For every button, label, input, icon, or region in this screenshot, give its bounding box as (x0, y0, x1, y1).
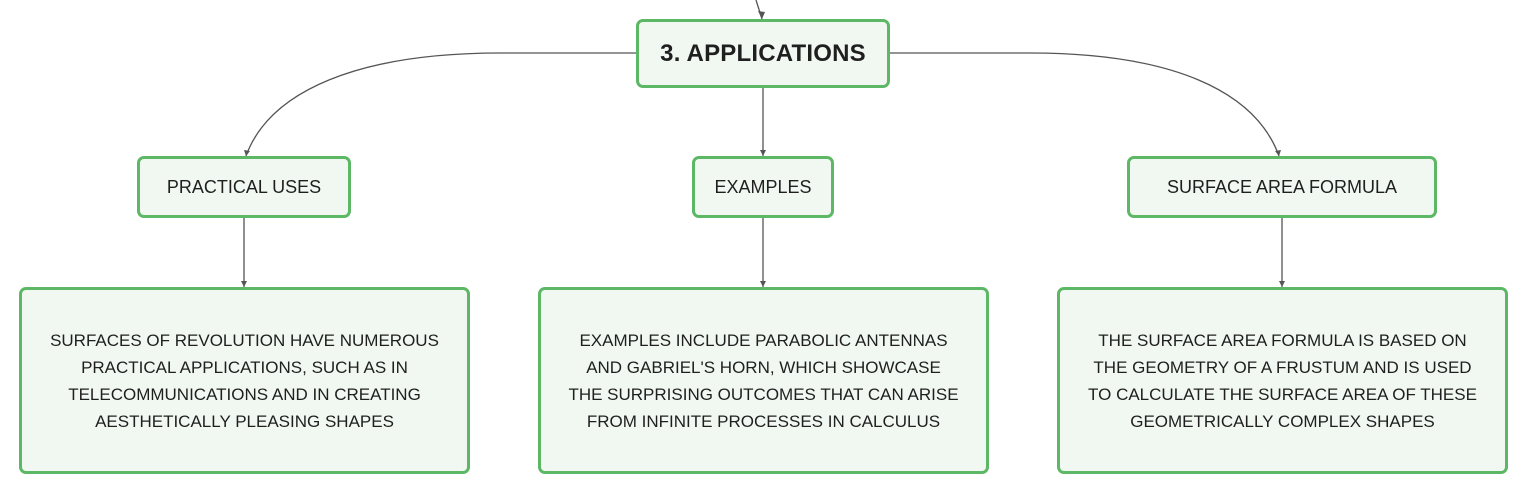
detail-node-surface-area-formula[interactable] (1057, 287, 1508, 474)
detail-text: EXAMPLES INCLUDE PARABOLIC ANTENNAS AND GABRIEL'S HORN, WHICH SHOWCASE THE SURPRISING OUTCOMES THAT CAN ARISE FROM INFINITE PROCESSES IN CALCULUS (568, 330, 959, 431)
detail-node-practical-uses[interactable] (19, 287, 470, 474)
root-node-label: 3. APPLICATIONS (660, 39, 866, 67)
node-practical-uses[interactable] (137, 156, 351, 218)
connector-root-to-surface-area-formula (890, 53, 1279, 156)
arrowhead-incoming (758, 11, 765, 19)
node-surface-area-formula[interactable] (1127, 156, 1437, 218)
node-label: EXAMPLES (714, 176, 812, 197)
detail-text: THE SURFACE AREA FORMULA IS BASED ON THE GEOMETRY OF A FRUSTUM AND IS USED TO CALCULATE THE SURFACE AREA OF THESE GEOMETRICALLY COMPLEX SHAPES (1088, 330, 1477, 431)
detail-node-examples[interactable] (538, 287, 989, 474)
node-label: PRACTICAL USES (166, 176, 322, 197)
root-node-applications[interactable] (636, 19, 890, 88)
connector-root-to-practical-uses (246, 53, 636, 156)
detail-text: SURFACES OF REVOLUTION HAVE NUMEROUS PRACTICAL APPLICATIONS, SUCH AS IN TELECOMMUNICATIONS AND IN CREATING AESTHETICALLY PLEASING SHAPES (50, 330, 439, 431)
node-label: SURFACE AREA FORMULA (1166, 176, 1398, 197)
node-examples[interactable] (692, 156, 834, 218)
